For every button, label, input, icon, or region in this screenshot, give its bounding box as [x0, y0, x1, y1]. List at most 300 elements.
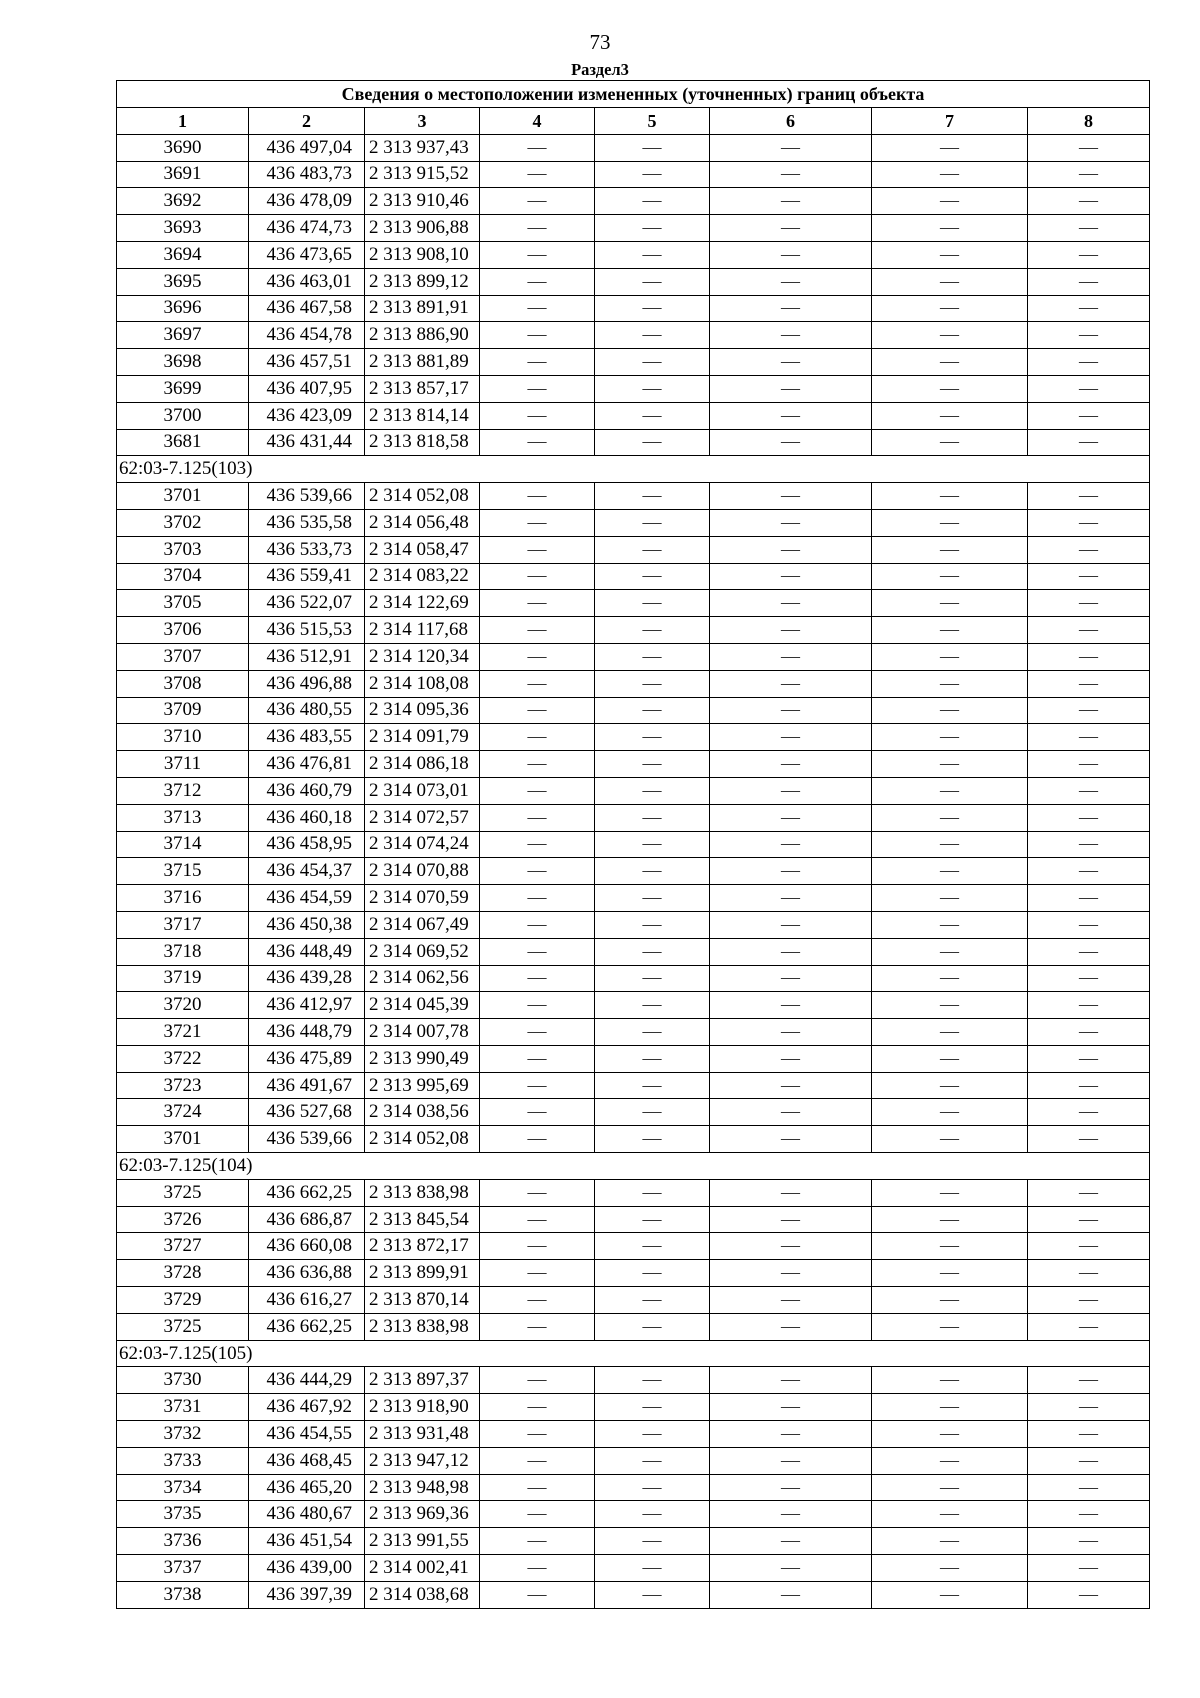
empty-cell: —: [595, 1421, 710, 1448]
empty-cell: —: [595, 161, 710, 188]
empty-cell: —: [1028, 1447, 1150, 1474]
point-number: 3726: [117, 1206, 249, 1233]
empty-cell: —: [595, 563, 710, 590]
empty-cell: —: [872, 858, 1028, 885]
coordinate-y: 2 313 870,14: [365, 1287, 480, 1314]
table-row: [117, 1421, 1150, 1448]
point-number: 3737: [117, 1555, 249, 1582]
point-number: 3692: [117, 188, 249, 215]
coordinate-y: 2 313 991,55: [365, 1528, 480, 1555]
coordinate-x: 436 480,67: [249, 1501, 365, 1528]
empty-cell: —: [480, 831, 595, 858]
table-row: [117, 1555, 1150, 1582]
empty-cell: —: [480, 1072, 595, 1099]
empty-cell: —: [872, 697, 1028, 724]
table-row: [117, 1260, 1150, 1287]
point-number: 3698: [117, 349, 249, 376]
table-row: [117, 911, 1150, 938]
empty-cell: —: [710, 268, 872, 295]
point-number: 3711: [117, 751, 249, 778]
coordinate-x: 436 535,58: [249, 509, 365, 536]
point-number: 3696: [117, 295, 249, 322]
empty-cell: —: [710, 563, 872, 590]
coordinate-y: 2 314 038,68: [365, 1581, 480, 1608]
table-row: [117, 992, 1150, 1019]
empty-cell: —: [1028, 1528, 1150, 1555]
point-number: 3721: [117, 1019, 249, 1046]
empty-cell: —: [595, 1528, 710, 1555]
table-row: [117, 322, 1150, 349]
empty-cell: —: [595, 402, 710, 429]
coordinate-x: 436 468,45: [249, 1447, 365, 1474]
empty-cell: —: [710, 1447, 872, 1474]
empty-cell: —: [595, 1206, 710, 1233]
empty-cell: —: [595, 1072, 710, 1099]
empty-cell: —: [480, 858, 595, 885]
empty-cell: —: [872, 938, 1028, 965]
empty-cell: —: [710, 1528, 872, 1555]
empty-cell: —: [595, 670, 710, 697]
point-number: 3697: [117, 322, 249, 349]
coordinate-x: 436 439,00: [249, 1555, 365, 1582]
point-number: 3732: [117, 1421, 249, 1448]
coordinate-x: 436 512,91: [249, 643, 365, 670]
empty-cell: —: [1028, 188, 1150, 215]
empty-cell: —: [872, 241, 1028, 268]
empty-cell: —: [872, 885, 1028, 912]
empty-cell: —: [1028, 1555, 1150, 1582]
empty-cell: —: [480, 483, 595, 510]
empty-cell: —: [595, 188, 710, 215]
table-row: [117, 1233, 1150, 1260]
coordinate-y: 2 314 083,22: [365, 563, 480, 590]
coordinate-y: 2 314 120,34: [365, 643, 480, 670]
coordinate-y: 2 314 069,52: [365, 938, 480, 965]
empty-cell: —: [1028, 590, 1150, 617]
empty-cell: —: [872, 1313, 1028, 1340]
empty-cell: —: [1028, 322, 1150, 349]
column-header: 3: [365, 108, 480, 135]
empty-cell: —: [595, 1555, 710, 1582]
empty-cell: —: [480, 1501, 595, 1528]
empty-cell: —: [480, 1474, 595, 1501]
coordinate-y: 2 313 899,12: [365, 268, 480, 295]
empty-cell: —: [480, 911, 595, 938]
table-row: [117, 617, 1150, 644]
empty-cell: —: [595, 295, 710, 322]
empty-cell: —: [710, 617, 872, 644]
empty-cell: —: [480, 402, 595, 429]
point-number: 3728: [117, 1260, 249, 1287]
coordinate-y: 2 313 899,91: [365, 1260, 480, 1287]
table-row: [117, 1019, 1150, 1046]
point-number: 3700: [117, 402, 249, 429]
table-row: [117, 831, 1150, 858]
coordinate-x: 436 454,55: [249, 1421, 365, 1448]
empty-cell: —: [1028, 161, 1150, 188]
empty-cell: —: [1028, 295, 1150, 322]
table-row: [117, 643, 1150, 670]
empty-cell: —: [595, 375, 710, 402]
table-row: [117, 1287, 1150, 1314]
empty-cell: —: [872, 670, 1028, 697]
empty-cell: —: [710, 1581, 872, 1608]
coordinate-x: 436 636,88: [249, 1260, 365, 1287]
empty-cell: —: [710, 1099, 872, 1126]
empty-cell: —: [480, 1126, 595, 1153]
coordinate-y: 2 313 990,49: [365, 1045, 480, 1072]
empty-cell: —: [595, 1394, 710, 1421]
empty-cell: —: [595, 643, 710, 670]
coordinate-y: 2 314 067,49: [365, 911, 480, 938]
empty-cell: —: [480, 1421, 595, 1448]
coordinate-y: 2 313 857,17: [365, 375, 480, 402]
empty-cell: —: [710, 831, 872, 858]
empty-cell: —: [480, 268, 595, 295]
coordinate-y: 2 314 007,78: [365, 1019, 480, 1046]
table-row: [117, 670, 1150, 697]
coordinate-x: 436 527,68: [249, 1099, 365, 1126]
empty-cell: —: [1028, 268, 1150, 295]
empty-cell: —: [595, 1313, 710, 1340]
table-row: [117, 1447, 1150, 1474]
empty-cell: —: [710, 911, 872, 938]
empty-cell: —: [480, 1206, 595, 1233]
empty-cell: —: [480, 1313, 595, 1340]
empty-cell: —: [710, 992, 872, 1019]
empty-cell: —: [480, 670, 595, 697]
empty-cell: —: [710, 134, 872, 161]
coordinate-y: 2 314 062,56: [365, 965, 480, 992]
empty-cell: —: [480, 617, 595, 644]
empty-cell: —: [710, 349, 872, 376]
empty-cell: —: [595, 322, 710, 349]
empty-cell: —: [1028, 697, 1150, 724]
empty-cell: —: [710, 1501, 872, 1528]
empty-cell: —: [480, 938, 595, 965]
empty-cell: —: [480, 697, 595, 724]
table-row: [117, 1581, 1150, 1608]
empty-cell: —: [595, 536, 710, 563]
empty-cell: —: [1028, 429, 1150, 456]
table-row: [117, 429, 1150, 456]
table-row: [117, 965, 1150, 992]
empty-cell: —: [1028, 965, 1150, 992]
empty-cell: —: [1028, 134, 1150, 161]
empty-cell: —: [872, 1367, 1028, 1394]
empty-cell: —: [595, 349, 710, 376]
section-title: Раздел3: [571, 60, 629, 79]
coordinate-y: 2 314 052,08: [365, 1126, 480, 1153]
empty-cell: —: [595, 483, 710, 510]
empty-cell: —: [480, 1581, 595, 1608]
point-number: 3693: [117, 215, 249, 242]
empty-cell: —: [710, 1367, 872, 1394]
table-row: [117, 1394, 1150, 1421]
point-number: 3727: [117, 1233, 249, 1260]
point-number: 3723: [117, 1072, 249, 1099]
point-number: 3702: [117, 509, 249, 536]
empty-cell: —: [1028, 1126, 1150, 1153]
empty-cell: —: [710, 1019, 872, 1046]
empty-cell: —: [480, 1555, 595, 1582]
empty-cell: —: [480, 992, 595, 1019]
empty-cell: —: [595, 885, 710, 912]
empty-cell: —: [480, 1179, 595, 1206]
coordinate-x: 436 467,92: [249, 1394, 365, 1421]
coordinate-y: 2 313 906,88: [365, 215, 480, 242]
coordinate-x: 436 431,44: [249, 429, 365, 456]
point-number: 3735: [117, 1501, 249, 1528]
column-header: 7: [872, 108, 1028, 135]
empty-cell: —: [872, 322, 1028, 349]
table-row: [117, 1206, 1150, 1233]
point-number: 3695: [117, 268, 249, 295]
coordinate-x: 436 474,73: [249, 215, 365, 242]
empty-cell: —: [480, 965, 595, 992]
coordinate-y: 2 314 108,08: [365, 670, 480, 697]
coordinate-x: 436 539,66: [249, 1126, 365, 1153]
empty-cell: —: [872, 402, 1028, 429]
empty-cell: —: [872, 1126, 1028, 1153]
table-row: [117, 188, 1150, 215]
empty-cell: —: [710, 483, 872, 510]
empty-cell: —: [595, 1447, 710, 1474]
empty-cell: —: [480, 563, 595, 590]
table-caption: Сведения о местоположении измененных (уточненных) границ объекта: [117, 81, 1150, 108]
table-row: [117, 858, 1150, 885]
empty-cell: —: [480, 590, 595, 617]
table-row: [117, 1099, 1150, 1126]
coordinate-y: 2 314 122,69: [365, 590, 480, 617]
point-number: 3694: [117, 241, 249, 268]
empty-cell: —: [710, 161, 872, 188]
empty-cell: —: [1028, 617, 1150, 644]
empty-cell: —: [595, 1474, 710, 1501]
empty-cell: —: [1028, 1019, 1150, 1046]
empty-cell: —: [480, 349, 595, 376]
coordinate-x: 436 458,95: [249, 831, 365, 858]
empty-cell: —: [872, 1421, 1028, 1448]
coordinate-x: 436 444,29: [249, 1367, 365, 1394]
empty-cell: —: [710, 1474, 872, 1501]
coordinate-x: 436 460,18: [249, 804, 365, 831]
table-row: [117, 402, 1150, 429]
empty-cell: —: [480, 1260, 595, 1287]
column-header: 8: [1028, 108, 1150, 135]
empty-cell: —: [710, 751, 872, 778]
empty-cell: —: [1028, 1501, 1150, 1528]
coordinate-x: 436 522,07: [249, 590, 365, 617]
empty-cell: —: [710, 965, 872, 992]
point-number: 3705: [117, 590, 249, 617]
empty-cell: —: [480, 885, 595, 912]
empty-cell: —: [872, 724, 1028, 751]
coordinate-y: 2 313 995,69: [365, 1072, 480, 1099]
point-number: 3713: [117, 804, 249, 831]
empty-cell: —: [872, 1555, 1028, 1582]
coordinate-y: 2 313 891,91: [365, 295, 480, 322]
table-row: [117, 938, 1150, 965]
empty-cell: —: [710, 885, 872, 912]
table-row: [117, 134, 1150, 161]
point-number: 3691: [117, 161, 249, 188]
empty-cell: —: [595, 777, 710, 804]
empty-cell: —: [872, 1072, 1028, 1099]
point-number: 3725: [117, 1179, 249, 1206]
table-row: [117, 563, 1150, 590]
empty-cell: —: [480, 161, 595, 188]
table-row: [117, 483, 1150, 510]
empty-cell: —: [595, 1367, 710, 1394]
point-number: 3709: [117, 697, 249, 724]
empty-cell: —: [480, 134, 595, 161]
empty-cell: —: [595, 831, 710, 858]
coordinate-x: 436 533,73: [249, 536, 365, 563]
point-number: 3715: [117, 858, 249, 885]
point-number: 3712: [117, 777, 249, 804]
empty-cell: —: [710, 804, 872, 831]
coordinate-x: 436 662,25: [249, 1179, 365, 1206]
empty-cell: —: [710, 1045, 872, 1072]
table-row: [117, 590, 1150, 617]
group-label: 62:03-7.125(104): [117, 1153, 1150, 1180]
empty-cell: —: [872, 1019, 1028, 1046]
empty-cell: —: [1028, 938, 1150, 965]
table-row: [117, 1072, 1150, 1099]
empty-cell: —: [872, 1581, 1028, 1608]
empty-cell: —: [710, 1233, 872, 1260]
empty-cell: —: [872, 483, 1028, 510]
point-number: 3720: [117, 992, 249, 1019]
empty-cell: —: [480, 322, 595, 349]
point-number: 3731: [117, 1394, 249, 1421]
table-row: [117, 1501, 1150, 1528]
empty-cell: —: [480, 1233, 595, 1260]
empty-cell: —: [480, 1447, 595, 1474]
coordinate-y: 2 313 969,36: [365, 1501, 480, 1528]
empty-cell: —: [872, 1233, 1028, 1260]
point-number: 3719: [117, 965, 249, 992]
empty-cell: —: [480, 724, 595, 751]
point-number: 3730: [117, 1367, 249, 1394]
coordinate-y: 2 313 814,14: [365, 402, 480, 429]
empty-cell: —: [872, 1474, 1028, 1501]
coordinate-y: 2 314 056,48: [365, 509, 480, 536]
empty-cell: —: [1028, 858, 1150, 885]
empty-cell: —: [480, 1045, 595, 1072]
empty-cell: —: [872, 643, 1028, 670]
group-label: 62:03-7.125(103): [117, 456, 1150, 483]
empty-cell: —: [710, 215, 872, 242]
coordinate-x: 436 423,09: [249, 402, 365, 429]
coordinate-y: 2 313 915,52: [365, 161, 480, 188]
empty-cell: —: [480, 1019, 595, 1046]
empty-cell: —: [872, 777, 1028, 804]
empty-cell: —: [1028, 509, 1150, 536]
empty-cell: —: [595, 697, 710, 724]
coordinate-x: 436 660,08: [249, 1233, 365, 1260]
table-row: [117, 161, 1150, 188]
empty-cell: —: [710, 858, 872, 885]
table-row: [117, 509, 1150, 536]
table-row: [117, 724, 1150, 751]
coordinate-x: 436 450,38: [249, 911, 365, 938]
empty-cell: —: [595, 1126, 710, 1153]
point-number: 3736: [117, 1528, 249, 1555]
empty-cell: —: [595, 911, 710, 938]
boundary-coordinates-table: [116, 80, 1150, 1609]
point-number: 3704: [117, 563, 249, 590]
coordinate-x: 436 478,09: [249, 188, 365, 215]
empty-cell: —: [710, 322, 872, 349]
point-number: 3717: [117, 911, 249, 938]
point-number: 3733: [117, 1447, 249, 1474]
point-number: 3714: [117, 831, 249, 858]
point-number: 3706: [117, 617, 249, 644]
coordinate-y: 2 314 091,79: [365, 724, 480, 751]
coordinate-y: 2 313 818,58: [365, 429, 480, 456]
empty-cell: —: [872, 751, 1028, 778]
coordinate-y: 2 314 052,08: [365, 483, 480, 510]
coordinate-x: 436 448,79: [249, 1019, 365, 1046]
coordinate-y: 2 314 058,47: [365, 536, 480, 563]
table-row: [117, 268, 1150, 295]
empty-cell: —: [595, 590, 710, 617]
point-number: 3716: [117, 885, 249, 912]
empty-cell: —: [872, 375, 1028, 402]
empty-cell: —: [710, 375, 872, 402]
empty-cell: —: [1028, 1206, 1150, 1233]
coordinate-x: 436 473,65: [249, 241, 365, 268]
empty-cell: —: [872, 134, 1028, 161]
empty-cell: —: [1028, 1072, 1150, 1099]
group-header-row: [117, 1153, 1150, 1180]
point-number: 3701: [117, 483, 249, 510]
empty-cell: —: [872, 804, 1028, 831]
point-number: 3699: [117, 375, 249, 402]
coordinate-y: 2 313 886,90: [365, 322, 480, 349]
table-row: [117, 295, 1150, 322]
point-number: 3718: [117, 938, 249, 965]
table-row: [117, 215, 1150, 242]
empty-cell: —: [595, 134, 710, 161]
empty-cell: —: [480, 1367, 595, 1394]
coordinate-x: 436 460,79: [249, 777, 365, 804]
empty-cell: —: [872, 429, 1028, 456]
coordinate-x: 436 662,25: [249, 1313, 365, 1340]
table-row: [117, 1179, 1150, 1206]
empty-cell: —: [480, 804, 595, 831]
table-row: [117, 804, 1150, 831]
table-row: [117, 1474, 1150, 1501]
coordinate-x: 436 467,58: [249, 295, 365, 322]
coordinate-y: 2 313 881,89: [365, 349, 480, 376]
coordinate-y: 2 313 838,98: [365, 1179, 480, 1206]
empty-cell: —: [1028, 1581, 1150, 1608]
column-header: 4: [480, 108, 595, 135]
coordinate-x: 436 451,54: [249, 1528, 365, 1555]
coordinate-y: 2 313 872,17: [365, 1233, 480, 1260]
empty-cell: —: [710, 938, 872, 965]
empty-cell: —: [480, 1099, 595, 1126]
empty-cell: —: [872, 590, 1028, 617]
empty-cell: —: [1028, 563, 1150, 590]
empty-cell: —: [1028, 1260, 1150, 1287]
empty-cell: —: [1028, 911, 1150, 938]
group-header-row: [117, 1340, 1150, 1367]
empty-cell: —: [595, 509, 710, 536]
